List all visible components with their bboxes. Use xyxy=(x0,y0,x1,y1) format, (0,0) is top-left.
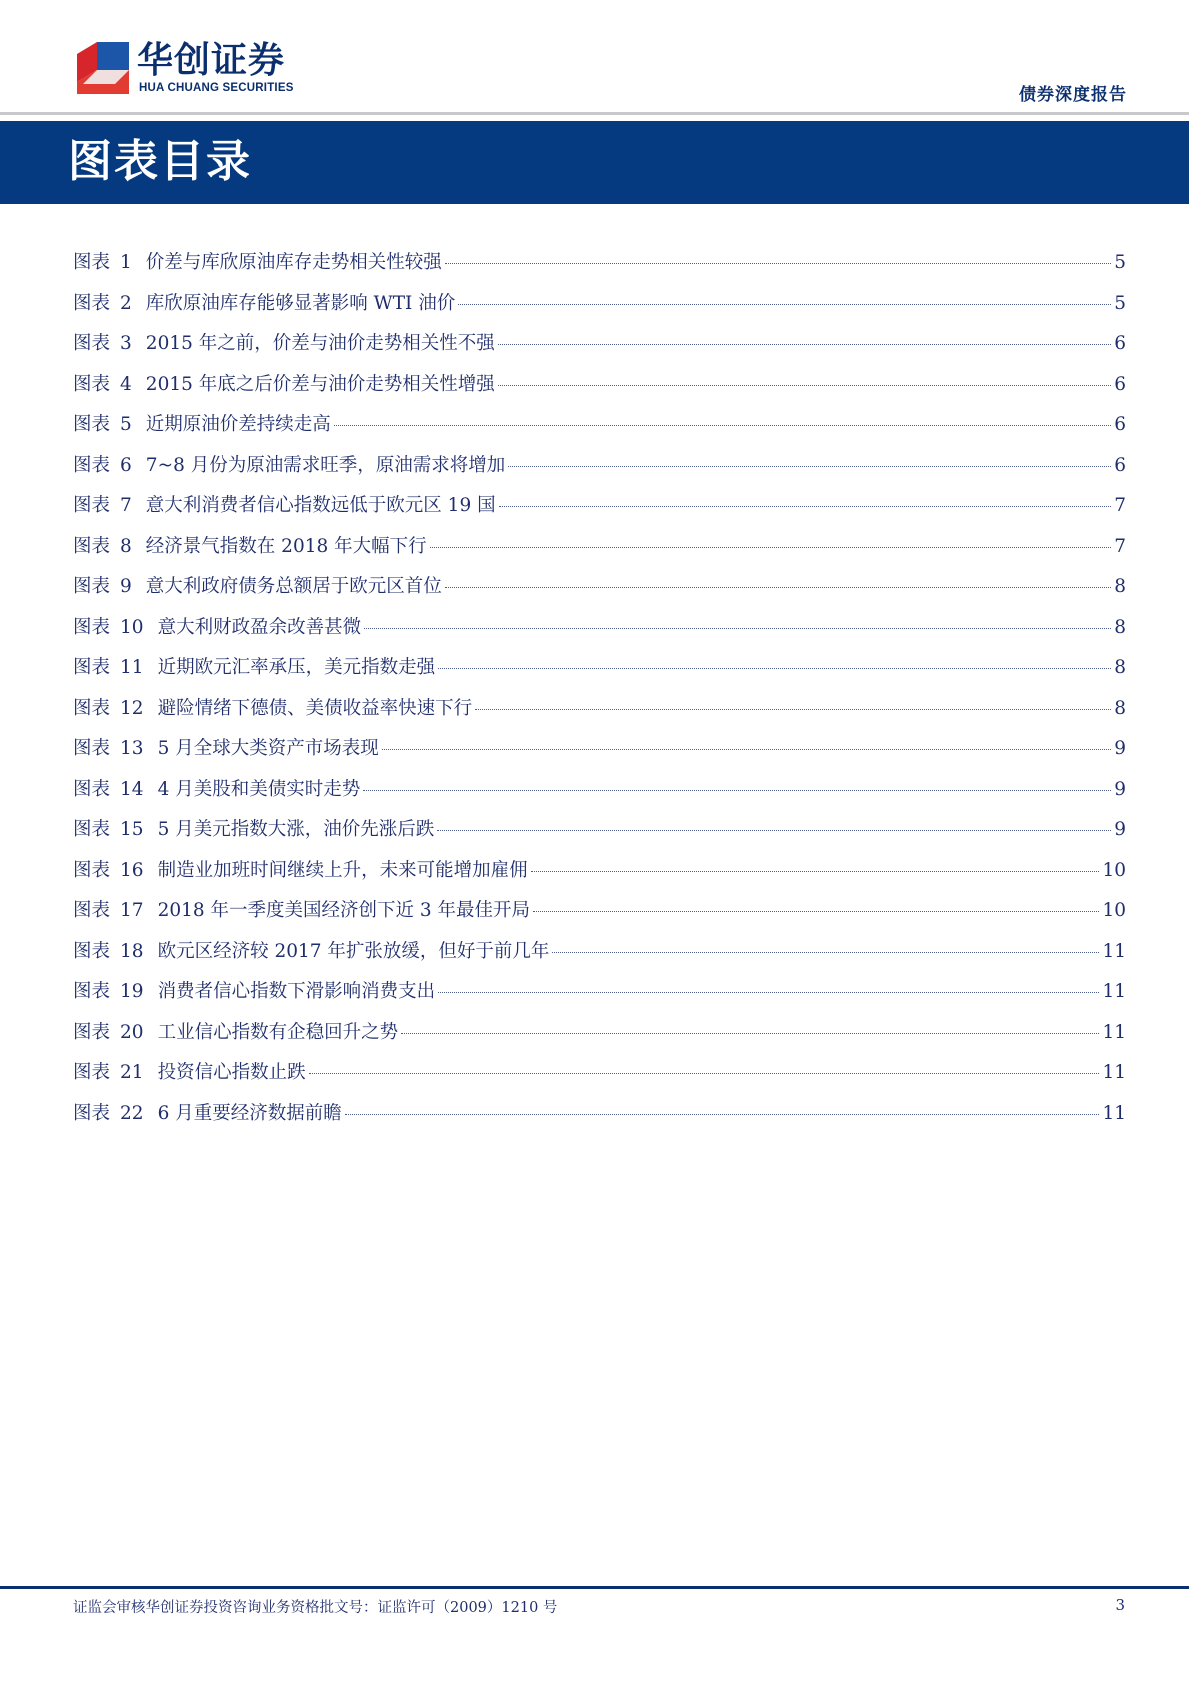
toc-entry-page: 7 xyxy=(1114,535,1126,557)
toc-dot-leader xyxy=(499,506,1112,507)
toc-entry-number: 21 xyxy=(120,1062,144,1083)
toc-entry-number: 10 xyxy=(120,616,144,638)
toc-entry-title: 近期原油价差持续走高 xyxy=(145,414,331,435)
toc-entry-number: 12 xyxy=(120,697,144,719)
toc-entry-title: 5 月全球大类资产市场表现 xyxy=(157,738,379,759)
toc-dot-leader xyxy=(401,1033,1099,1034)
toc-entry[interactable] xyxy=(73,815,1126,856)
toc-entry-label: 图表 xyxy=(73,454,111,476)
toc-entry-label: 图表 xyxy=(73,333,111,354)
footer-divider xyxy=(0,1586,1189,1589)
toc-entry[interactable] xyxy=(73,734,1126,775)
toc-entry-title: 7~8 月份为原油需求旺季，原油需求将增加 xyxy=(145,454,506,476)
toc-entry-label: 图表 xyxy=(73,1102,111,1124)
toc-entry-number: 7 xyxy=(120,495,132,516)
toc-entry-page: 10 xyxy=(1102,859,1126,881)
toc-entry-title: 6 月重要经济数据前瞻 xyxy=(157,1102,342,1124)
toc-entry-page: 9 xyxy=(1114,819,1126,840)
toc-entry-number: 11 xyxy=(120,657,144,678)
toc-entry-page: 8 xyxy=(1114,657,1126,678)
toc-entry[interactable] xyxy=(73,572,1126,613)
toc-entry-number: 8 xyxy=(120,535,132,557)
toc-entry[interactable] xyxy=(73,410,1126,451)
toc-entry[interactable] xyxy=(73,775,1126,816)
page-header xyxy=(0,0,1189,110)
toc-entry-page: 6 xyxy=(1114,333,1126,354)
toc-entry-number: 22 xyxy=(120,1102,144,1124)
toc-dot-leader xyxy=(458,304,1111,305)
toc-entry-label: 图表 xyxy=(73,414,111,435)
toc-entry-number: 15 xyxy=(120,819,144,840)
toc-entry-title: 意大利消费者信心指数远低于欧元区 19 国 xyxy=(145,495,496,516)
toc-entry-page: 11 xyxy=(1102,981,1126,1002)
company-logo xyxy=(75,40,315,100)
toc-dot-leader xyxy=(445,263,1111,264)
toc-entry[interactable] xyxy=(73,532,1126,573)
toc-entry-number: 13 xyxy=(120,738,144,759)
toc-entry-label: 图表 xyxy=(73,697,111,719)
toc-entry-label: 图表 xyxy=(73,495,111,516)
toc-entry-label: 图表 xyxy=(73,657,111,678)
toc-entry[interactable] xyxy=(73,937,1126,978)
toc-entry-label: 图表 xyxy=(73,373,111,395)
toc-dot-leader xyxy=(345,1114,1100,1115)
toc-entry-label: 图表 xyxy=(73,940,111,962)
toc-entry-page: 8 xyxy=(1114,616,1126,638)
toc-entry-title: 工业信心指数有企稳回升之势 xyxy=(157,1021,399,1043)
toc-dot-leader xyxy=(552,952,1099,953)
toc-entry-title: 避险情绪下德债、美债收益率快速下行 xyxy=(157,697,473,719)
toc-entry[interactable] xyxy=(73,289,1126,330)
toc-entry-number: 14 xyxy=(120,778,144,800)
toc-dot-leader xyxy=(475,709,1111,710)
toc-dot-leader xyxy=(430,547,1112,548)
toc-entry-number: 2 xyxy=(120,292,132,314)
toc-entry-label: 图表 xyxy=(73,819,111,840)
toc-entry-label: 图表 xyxy=(73,535,111,557)
toc-entry-title: 近期欧元汇率承压，美元指数走强 xyxy=(157,657,436,678)
figure-table-of-contents xyxy=(73,248,1126,1139)
toc-entry-page: 8 xyxy=(1114,697,1126,719)
toc-entry-page: 6 xyxy=(1114,454,1126,476)
toc-dot-leader xyxy=(498,385,1111,386)
toc-entry-label: 图表 xyxy=(73,900,111,921)
header-divider xyxy=(0,112,1189,115)
toc-entry-title: 投资信心指数止跌 xyxy=(157,1062,306,1083)
toc-entry-number: 18 xyxy=(120,940,144,962)
toc-dot-leader xyxy=(498,344,1111,345)
toc-entry-page: 5 xyxy=(1114,292,1126,314)
section-banner xyxy=(0,121,1189,204)
toc-dot-leader xyxy=(309,1073,1100,1074)
toc-dot-leader xyxy=(438,992,1099,993)
report-type-label: 债券深度报告 xyxy=(1019,85,1127,105)
toc-entry-page: 6 xyxy=(1114,373,1126,395)
toc-entry-title: 制造业加班时间继续上升，未来可能增加雇佣 xyxy=(157,859,528,881)
toc-entry-title: 2015 年之前，价差与油价走势相关性不强 xyxy=(145,333,495,354)
toc-entry-label: 图表 xyxy=(73,859,111,881)
toc-entry-label: 图表 xyxy=(73,292,111,314)
toc-entry-label: 图表 xyxy=(73,1021,111,1043)
toc-entry-title: 消费者信心指数下滑影响消费支出 xyxy=(157,981,436,1002)
toc-entry-label: 图表 xyxy=(73,981,111,1002)
toc-entry[interactable] xyxy=(73,896,1126,937)
toc-entry-number: 6 xyxy=(120,454,132,476)
toc-entry-page: 11 xyxy=(1102,1021,1126,1043)
toc-entry-title: 4 月美股和美债实时走势 xyxy=(157,778,361,800)
toc-dot-leader xyxy=(364,628,1111,629)
toc-entry-page: 11 xyxy=(1102,1102,1126,1124)
toc-entry[interactable] xyxy=(73,1099,1126,1140)
toc-entry-label: 图表 xyxy=(73,252,111,273)
toc-entry-title: 2015 年底之后价差与油价走势相关性增强 xyxy=(145,373,495,395)
toc-entry-label: 图表 xyxy=(73,616,111,638)
toc-entry[interactable] xyxy=(73,694,1126,735)
toc-entry-number: 17 xyxy=(120,900,144,921)
toc-entry[interactable] xyxy=(73,370,1126,411)
huachuang-logo-icon xyxy=(75,40,131,96)
toc-entry-page: 10 xyxy=(1102,900,1126,921)
toc-entry-page: 9 xyxy=(1114,778,1126,800)
toc-entry[interactable] xyxy=(73,248,1126,289)
toc-entry-page: 6 xyxy=(1114,414,1126,435)
toc-entry[interactable] xyxy=(73,977,1126,1018)
toc-entry[interactable] xyxy=(73,1058,1126,1099)
toc-entry-label: 图表 xyxy=(73,576,111,597)
toc-dot-leader xyxy=(531,871,1100,872)
toc-dot-leader xyxy=(508,466,1111,467)
toc-entry-number: 5 xyxy=(120,414,132,435)
toc-entry-number: 20 xyxy=(120,1021,144,1043)
toc-entry-title: 意大利财政盈余改善甚微 xyxy=(157,616,362,638)
toc-entry-number: 4 xyxy=(120,373,132,395)
toc-dot-leader xyxy=(533,911,1099,912)
toc-entry-number: 19 xyxy=(120,981,144,1002)
toc-entry[interactable] xyxy=(73,329,1126,370)
toc-entry-title: 5 月美元指数大涨，油价先涨后跌 xyxy=(157,819,435,840)
toc-entry-page: 7 xyxy=(1114,495,1126,516)
page-number: 3 xyxy=(1115,1596,1125,1614)
logo-chinese-name: 华创证券 xyxy=(137,40,286,81)
toc-dot-leader xyxy=(363,790,1111,791)
toc-entry[interactable] xyxy=(73,1018,1126,1059)
toc-entry-number: 16 xyxy=(120,859,144,881)
toc-entry-title: 意大利政府债务总额居于欧元区首位 xyxy=(145,576,442,597)
toc-entry[interactable] xyxy=(73,653,1126,694)
toc-entry-page: 9 xyxy=(1114,738,1126,759)
toc-entry-title: 欧元区经济较 2017 年扩张放缓，但好于前几年 xyxy=(157,940,550,962)
toc-entry-title: 经济景气指数在 2018 年大幅下行 xyxy=(145,535,427,557)
toc-entry[interactable] xyxy=(73,613,1126,654)
logo-english-name: HUA CHUANG SECURITIES xyxy=(139,82,294,94)
toc-entry[interactable] xyxy=(73,491,1126,532)
toc-entry-number: 1 xyxy=(120,252,132,273)
toc-entry-page: 11 xyxy=(1102,1062,1126,1083)
toc-entry-page: 11 xyxy=(1102,940,1126,962)
toc-entry-label: 图表 xyxy=(73,778,111,800)
toc-entry-page: 8 xyxy=(1114,576,1126,597)
toc-dot-leader xyxy=(445,587,1111,588)
toc-entry[interactable] xyxy=(73,856,1126,897)
toc-entry-number: 9 xyxy=(120,576,132,597)
toc-entry[interactable] xyxy=(73,451,1126,492)
toc-dot-leader xyxy=(438,668,1111,669)
footer-license-text: 证监会审核华创证券投资咨询业务资格批文号：证监许可（2009）1210 号 xyxy=(73,1600,558,1616)
toc-dot-leader xyxy=(382,749,1112,750)
toc-entry-page: 5 xyxy=(1114,252,1126,273)
toc-entry-number: 3 xyxy=(120,333,132,354)
toc-entry-title: 库欣原油库存能够显著影响 WTI 油价 xyxy=(145,292,456,314)
toc-dot-leader xyxy=(437,830,1111,831)
toc-entry-title: 价差与库欣原油库存走势相关性较强 xyxy=(145,252,442,273)
toc-dot-leader xyxy=(334,425,1111,426)
section-title: 图表目录 xyxy=(68,136,252,187)
toc-entry-label: 图表 xyxy=(73,738,111,759)
toc-entry-label: 图表 xyxy=(73,1062,111,1083)
toc-entry-title: 2018 年一季度美国经济创下近 3 年最佳开局 xyxy=(157,900,531,921)
